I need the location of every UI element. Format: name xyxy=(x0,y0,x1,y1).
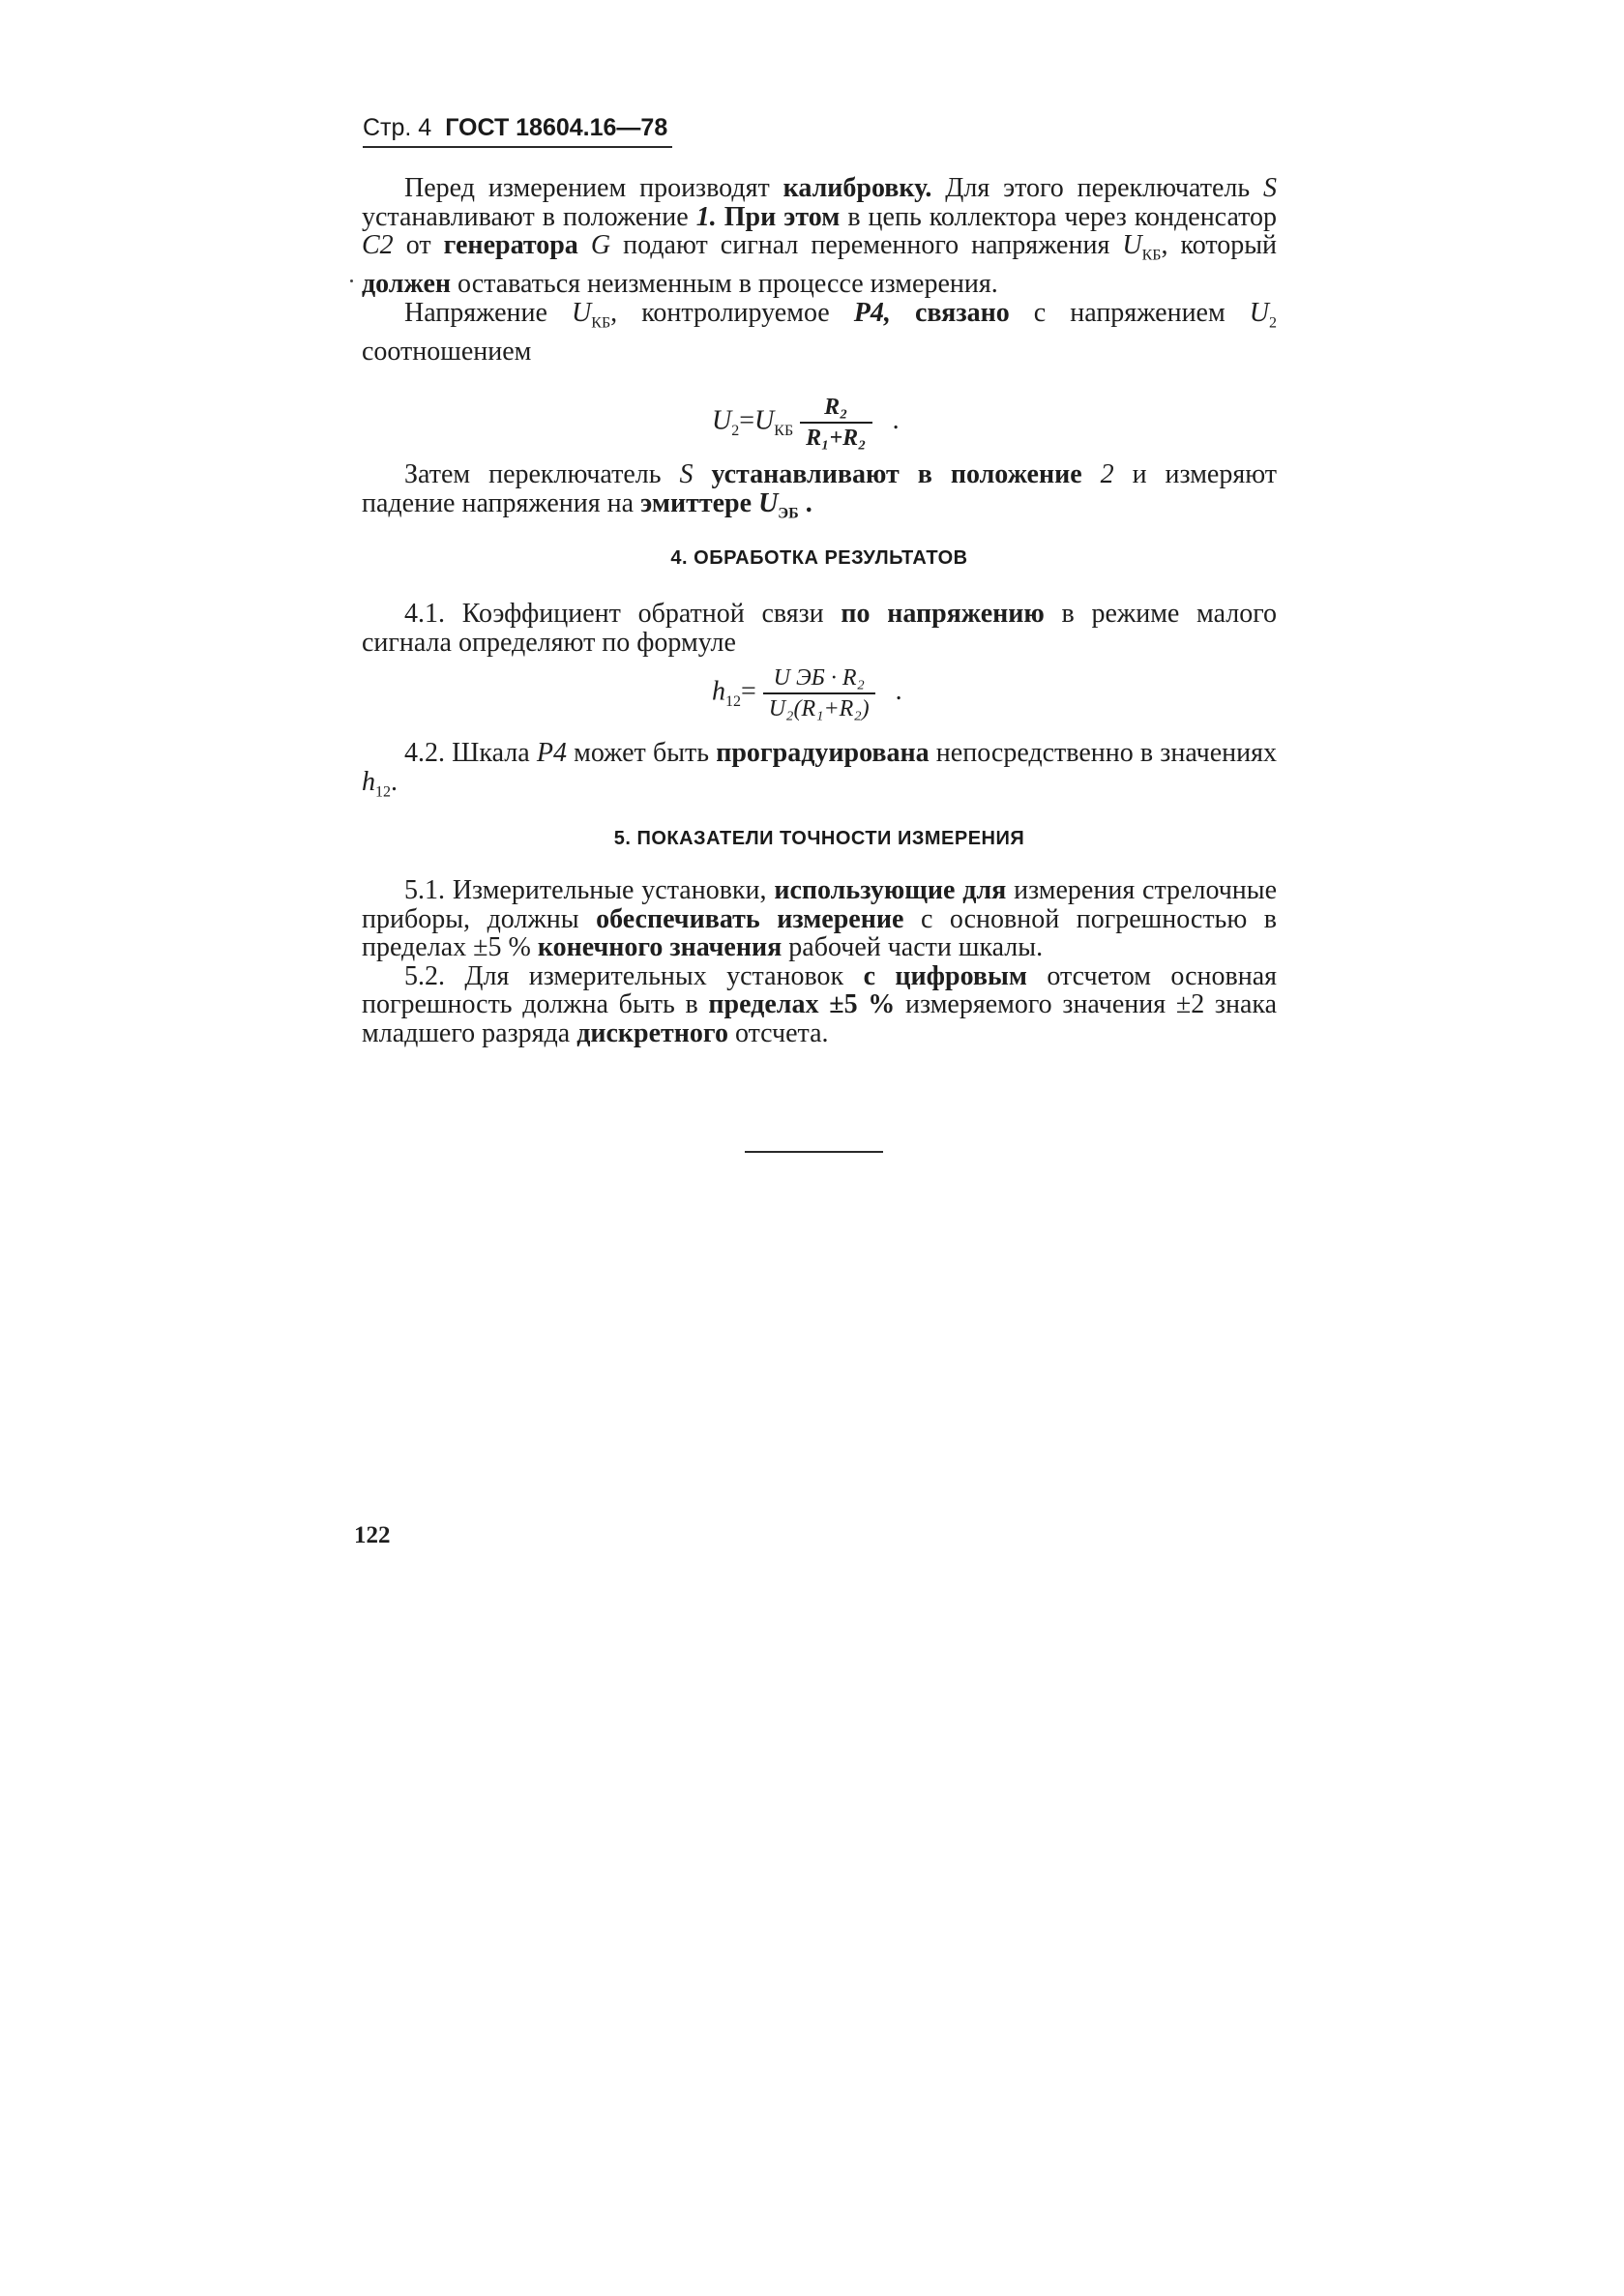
symbol-p4: P4, xyxy=(853,297,891,328)
symbol-subscript: КБ xyxy=(591,314,611,332)
equals-sign: = xyxy=(741,676,756,707)
formula-lhs-subscript: 2 xyxy=(731,423,740,440)
symbol-subscript: ЭБ xyxy=(778,505,799,522)
text-run-bold: связано xyxy=(914,297,1010,328)
text-run: соотношением xyxy=(362,336,532,367)
text-run-bold: с цифровым xyxy=(863,960,1027,991)
symbol-ueb xyxy=(758,487,799,522)
paragraph-calibration xyxy=(362,174,1277,299)
text-run: устанавливают в положение xyxy=(362,201,689,232)
text-run-bold: устанавливают в положение xyxy=(711,459,1082,489)
text-run-bold: обеспечивать измерение xyxy=(596,903,904,934)
text-run: , контролируемое xyxy=(610,297,830,328)
section-4-block-2 xyxy=(362,739,1277,807)
symbol-ukb xyxy=(572,297,611,332)
symbol-h12 xyxy=(362,766,391,801)
paragraph-5-1 xyxy=(362,876,1277,962)
formula-u2 xyxy=(712,393,900,453)
text-run: от xyxy=(405,230,431,260)
fraction xyxy=(800,393,871,453)
symbol-s: S xyxy=(679,459,694,489)
symbol-letter: h xyxy=(362,766,375,797)
formula-lhs: U xyxy=(712,405,732,436)
symbol-c2: C2 xyxy=(362,230,394,260)
text-run: подают сигнал переменного напряжения xyxy=(623,230,1110,260)
end-of-text-rule xyxy=(745,1151,883,1153)
header-underline xyxy=(363,146,672,148)
symbol-u2 xyxy=(1249,297,1278,332)
symbol-letter: U xyxy=(1122,230,1142,260)
fraction-numerator: R₂ xyxy=(800,393,871,424)
equals-sign: = xyxy=(739,405,755,436)
text-run-bold: по напряжению xyxy=(841,599,1045,629)
symbol-letter: U xyxy=(758,487,779,518)
text-run-bold: конечного значения xyxy=(537,932,782,962)
text-run: с основной погрешностью в пределах ±5 % xyxy=(362,903,1278,962)
symbol-ukb xyxy=(1122,230,1162,264)
text-run: Для этого переключатель xyxy=(945,173,1251,203)
paragraph-4-2 xyxy=(362,739,1277,807)
text-run: . xyxy=(391,766,398,797)
scan-speck xyxy=(350,280,353,282)
symbol-s: S xyxy=(1263,173,1278,203)
text-run: может быть xyxy=(574,738,710,768)
formula-h12 xyxy=(712,663,902,723)
paragraph-5-2 xyxy=(362,962,1277,1048)
text-run: в цепь коллектора через конденсатор xyxy=(847,201,1278,232)
formula-end: . xyxy=(892,405,900,436)
symbol-subscript: КБ xyxy=(1141,247,1162,264)
text-run-bold: генератора xyxy=(443,230,578,260)
text-run-bold: эмиттере xyxy=(640,487,753,518)
standard-code: ГОСТ 18604.16—78 xyxy=(445,114,668,141)
formula-lhs: h xyxy=(712,676,725,707)
formula-lhs-subscript: 12 xyxy=(725,693,741,711)
paragraph-4-1 xyxy=(362,600,1277,657)
text-run: непосредственно в значениях xyxy=(935,738,1278,768)
text-run: 5.1. Измерительные установки, xyxy=(404,875,767,905)
text-run-bold: пределах ±5 % xyxy=(708,989,896,1019)
text-run-bold: должен xyxy=(362,269,451,300)
symbol-p4: P4 xyxy=(536,738,567,768)
text-run: измерения стрелочные приборы, должны xyxy=(362,875,1278,934)
position-number: 2 xyxy=(1100,459,1114,489)
symbol-subscript: 2 xyxy=(1269,314,1278,332)
fraction-denominator: U₂(R₁+R₂) xyxy=(768,696,870,721)
position-number: 1. xyxy=(695,201,717,232)
page-number: 122 xyxy=(354,1522,391,1548)
symbol-subscript: 12 xyxy=(375,783,391,801)
text-run-bold: использующие для xyxy=(774,875,1007,905)
text-run: Напряжение xyxy=(404,297,547,328)
text-run: , который xyxy=(1161,230,1277,260)
text-run-bold: калибровку. xyxy=(782,173,932,203)
text-run: измеряемого значения ±2 знака младшего разряда xyxy=(362,989,1278,1048)
text-run-bold: дискретного xyxy=(576,1017,728,1048)
paragraph-switch xyxy=(362,460,1277,528)
text-run-bold: При этом xyxy=(723,201,841,232)
intro-block-2 xyxy=(362,460,1277,528)
formula-end: . xyxy=(895,676,902,707)
fraction xyxy=(763,663,875,723)
paragraph-voltage xyxy=(362,299,1277,367)
formula-rhs-subscript: КБ xyxy=(774,423,794,440)
symbol-letter: U xyxy=(572,297,592,328)
text-run: оставаться неизменным в процессе измерения. xyxy=(458,269,998,300)
symbol-g: G xyxy=(590,230,611,260)
text-run: Затем переключатель xyxy=(404,459,662,489)
page-header xyxy=(363,114,667,142)
text-run-bold: проградуирована xyxy=(716,738,930,768)
text-run: 4.1. Коэффициент обратной связи xyxy=(404,599,824,629)
text-run: Перед измерением производят xyxy=(404,173,770,203)
section-4-heading: 4. ОБРАБОТКА РЕЗУЛЬТАТОВ xyxy=(670,547,968,569)
formula-rhs-symbol: U xyxy=(754,405,775,436)
fraction-denominator: R₁+R₂ xyxy=(806,426,867,451)
text-run: 4.2. Шкала xyxy=(404,738,530,768)
text-run: 5.2. Для измерительных установок xyxy=(404,960,844,991)
symbol-letter: U xyxy=(1249,297,1270,328)
text-run: и измеряют падение напряжения на xyxy=(362,459,1278,518)
text-run: рабочей части шкалы. xyxy=(788,932,1044,962)
text-run: в режиме малого сигнала определяют по формуле xyxy=(362,599,1278,658)
page-label: Стр. 4 xyxy=(363,114,432,141)
text-run: с напряжением xyxy=(1033,297,1225,328)
text-run: отсчетом основная погрешность должна быть в xyxy=(362,960,1278,1019)
section-4-block xyxy=(362,600,1277,657)
text-run: . xyxy=(805,487,812,518)
intro-block xyxy=(362,174,1277,366)
text-run: отсчета. xyxy=(734,1017,829,1048)
section-5-block xyxy=(362,876,1277,1047)
fraction-numerator: U ЭБ · R₂ xyxy=(763,663,875,694)
section-5-heading: 5. ПОКАЗАТЕЛИ ТОЧНОСТИ ИЗМЕРЕНИЯ xyxy=(613,828,1025,849)
